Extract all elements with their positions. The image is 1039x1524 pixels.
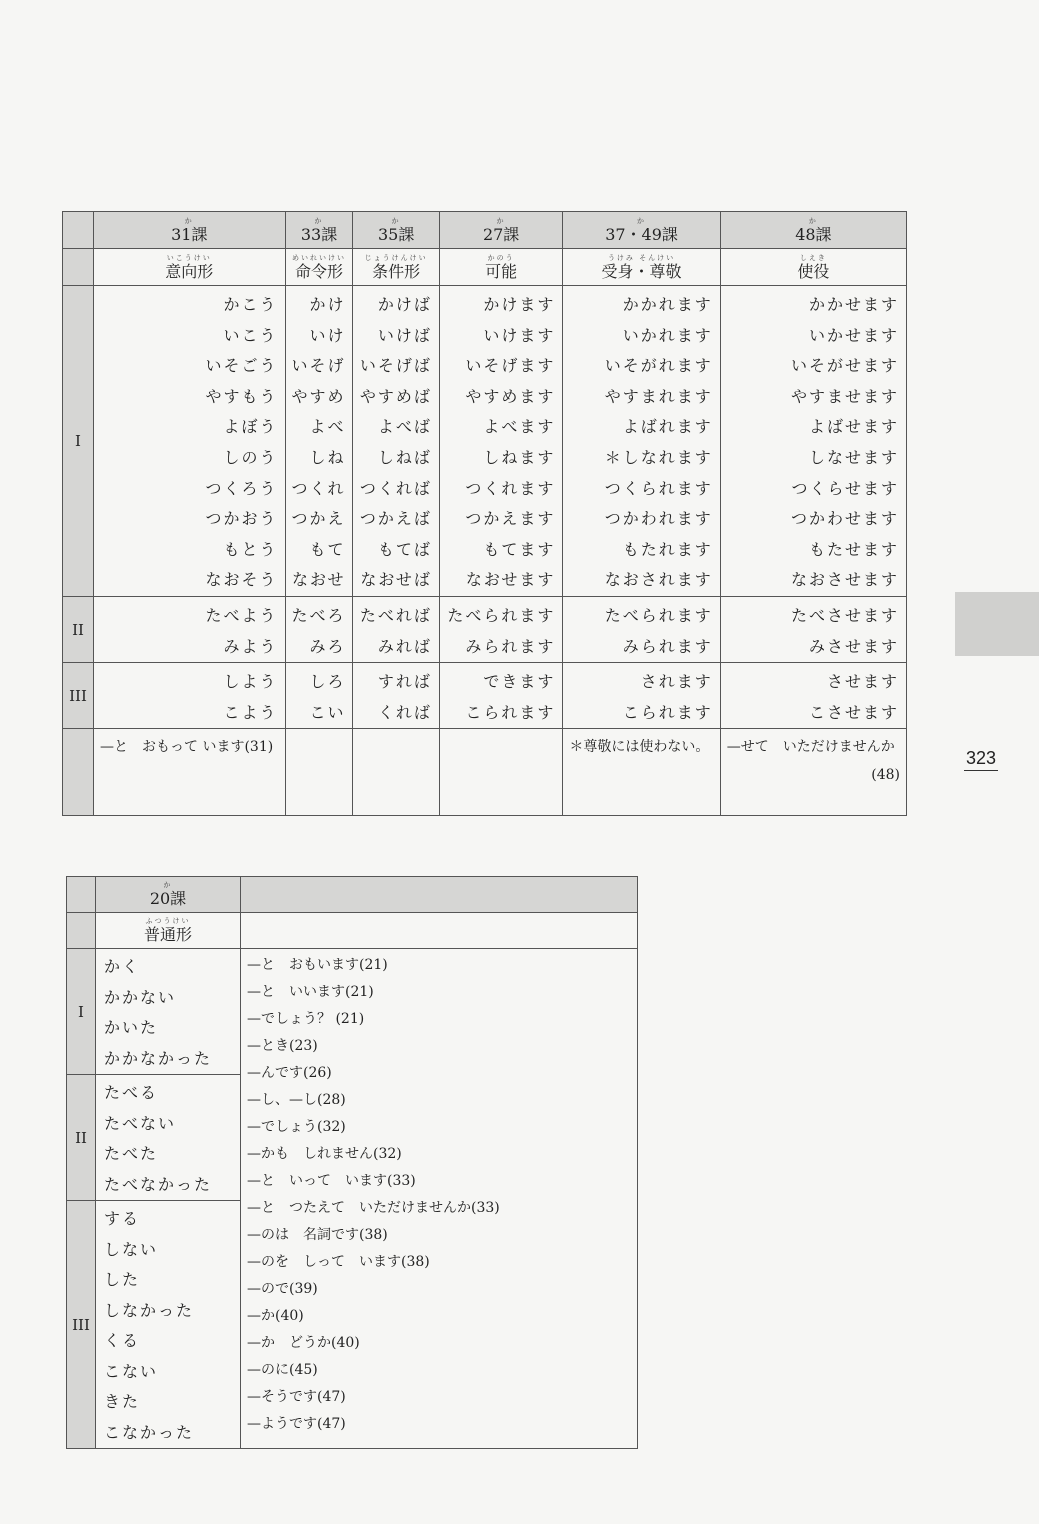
usage-item: —のは 名詞です(38) xyxy=(247,1227,388,1243)
lesson-header: か 33課 xyxy=(285,212,353,249)
empty-header xyxy=(241,877,638,913)
conjugation-cell: よばせます xyxy=(808,417,899,437)
form-name-header xyxy=(720,249,906,286)
plain-form-cell: する xyxy=(104,1209,141,1228)
conjugation-cell: みさせます xyxy=(808,636,899,656)
corner-cell xyxy=(63,212,94,249)
conjugation-cell: いけば xyxy=(377,325,432,345)
plain-form-cell: しない xyxy=(104,1239,159,1259)
conjugation-cell: こられます xyxy=(465,702,556,722)
plain-form-cell: たべる xyxy=(104,1083,159,1102)
plain-form-cell: かかない xyxy=(104,987,177,1007)
lesson-label: 35課 xyxy=(377,224,415,244)
usage-note xyxy=(439,729,562,816)
usage-list xyxy=(241,949,638,1449)
conjugation-cell: やすめば xyxy=(359,386,432,406)
conjugation-column xyxy=(563,286,720,597)
verb-group-label: II xyxy=(63,596,94,662)
conjugation-cell: つくれ xyxy=(291,478,346,498)
conjugation-cell: かこう xyxy=(223,295,278,314)
conjugation-cell: よべば xyxy=(377,417,432,437)
conjugation-cell: いそげば xyxy=(359,356,432,376)
conjugation-column xyxy=(563,663,720,729)
conjugation-cell: みろ xyxy=(309,636,346,656)
conjugation-cell: させます xyxy=(826,672,899,692)
conjugation-column xyxy=(285,286,353,597)
conjugation-cell: つくられます xyxy=(604,478,713,498)
corner-cell xyxy=(63,249,94,286)
usage-item: —と いいます(21) xyxy=(247,984,374,1000)
conjugation-cell: つくれます xyxy=(465,478,556,498)
conjugation-cell: つかえます xyxy=(465,509,556,529)
usage-item: —そうです(47) xyxy=(247,1389,346,1405)
verb-group-label: II xyxy=(67,1075,96,1201)
conjugation-cell: よべ xyxy=(309,417,346,437)
conjugation-cell: つくれば xyxy=(359,478,432,498)
form-name-header xyxy=(94,249,286,286)
conjugation-cell: いそごう xyxy=(205,356,278,376)
conjugation-cell: ＊しなれます xyxy=(604,447,713,467)
lesson-header: か 20課 xyxy=(96,877,241,913)
conjugation-cell: もとう xyxy=(223,539,278,559)
conjugation-column xyxy=(353,596,439,662)
usage-note xyxy=(285,729,353,816)
usage-note xyxy=(720,729,906,816)
conjugation-cell: なおせます xyxy=(465,570,556,590)
lesson-label: 33課 xyxy=(300,224,338,244)
chapter-thumb-tab xyxy=(955,592,1039,656)
conjugation-cell: すれば xyxy=(377,672,432,692)
form-name-header xyxy=(563,249,720,286)
corner-cell xyxy=(63,729,94,816)
usage-note xyxy=(353,729,439,816)
plain-form-cell: こない xyxy=(104,1361,159,1381)
plain-form-cell: しなかった xyxy=(104,1300,195,1320)
conjugation-cell: なおされます xyxy=(604,570,713,590)
conjugation-cell: いこう xyxy=(223,325,278,345)
conjugation-cell: なおせ xyxy=(291,570,346,590)
usage-item: —し、—し(28) xyxy=(247,1092,346,1108)
conjugation-column xyxy=(720,596,906,662)
ruby: めいれいけい xyxy=(292,253,347,262)
plain-form-list xyxy=(96,949,241,1075)
lesson-reference: (48) xyxy=(871,767,900,784)
empty-header xyxy=(241,913,638,949)
usage-item: —か どうか(40) xyxy=(247,1335,360,1351)
conjugation-cell: いけます xyxy=(483,325,556,345)
lesson-header: か 48課 xyxy=(720,212,906,249)
plain-form-cell: こなかった xyxy=(104,1422,195,1442)
plain-form-list xyxy=(96,1201,241,1449)
form-name-header xyxy=(439,249,562,286)
conjugation-cell: かけ xyxy=(309,295,346,314)
conjugation-column xyxy=(439,663,562,729)
plain-form-cell: かかなかった xyxy=(104,1048,213,1068)
usage-note-text: —せて いただけませんか xyxy=(726,739,895,756)
conjugation-cell: しろ xyxy=(309,672,346,692)
conjugation-cell: つかわれます xyxy=(604,509,713,529)
conjugation-cell: よべます xyxy=(483,417,556,437)
page-number: 323 xyxy=(964,748,998,771)
conjugation-cell: みれば xyxy=(377,636,432,656)
conjugation-cell: こい xyxy=(309,702,346,722)
usage-item: —とき(23) xyxy=(247,1038,318,1054)
conjugation-cell: しのう xyxy=(223,447,278,467)
conjugation-cell: つかえば xyxy=(359,509,432,529)
ruby: いこうけい xyxy=(166,253,212,262)
conjugation-cell: たべれば xyxy=(359,605,432,625)
conjugation-cell: なおさせます xyxy=(790,570,899,590)
usage-item: —のを しって います(38) xyxy=(247,1254,430,1270)
conjugation-cell: いそげ xyxy=(291,356,346,376)
conjugation-column xyxy=(94,286,286,597)
conjugation-cell: しね xyxy=(309,447,346,467)
conjugation-column xyxy=(720,663,906,729)
conjugation-cell: やすもう xyxy=(205,386,278,406)
form-name: 意向形 xyxy=(165,261,214,281)
lesson-header: か 31課 xyxy=(94,212,286,249)
conjugation-cell: たべろ xyxy=(291,605,346,625)
conjugation-cell: されます xyxy=(640,672,713,692)
conjugation-cell: みよう xyxy=(223,636,278,656)
conjugation-cell: たべられます xyxy=(447,605,556,625)
ruby: かのう xyxy=(487,253,515,262)
form-name: 条件形 xyxy=(372,261,421,281)
lesson-header: か 37・49課 xyxy=(563,212,720,249)
conjugation-cell: つくらせます xyxy=(791,478,899,498)
conjugation-cell: よばれます xyxy=(622,417,713,437)
plain-form-cell: たべた xyxy=(104,1144,159,1163)
lesson-label: 37・49課 xyxy=(605,224,678,244)
usage-item: —と いって います(33) xyxy=(247,1173,416,1189)
conjugation-cell: やすませます xyxy=(790,386,899,406)
conjugation-cell: つくろう xyxy=(205,478,278,498)
conjugation-cell: くれば xyxy=(377,702,432,722)
lesson-header: か 35課 xyxy=(353,212,439,249)
conjugation-column xyxy=(439,286,562,597)
conjugation-column xyxy=(439,596,562,662)
conjugation-column xyxy=(285,596,353,662)
conjugation-cell: やすまれます xyxy=(604,386,713,406)
usage-item: —のに(45) xyxy=(247,1362,318,1378)
conjugation-cell: みられます xyxy=(622,636,713,656)
conjugation-cell: やすめます xyxy=(465,386,556,406)
lesson-label: 48課 xyxy=(795,224,832,244)
usage-note-text: ＊尊敬には使わない。 xyxy=(569,739,710,756)
conjugation-cell: もてば xyxy=(377,539,432,559)
conjugation-cell: いそげます xyxy=(465,356,556,376)
conjugation-cell: いけ xyxy=(309,325,346,345)
usage-note xyxy=(94,729,286,816)
ruby: じょうけんけい xyxy=(364,253,428,262)
conjugation-cell: しねます xyxy=(483,447,556,467)
conjugation-cell: いかれます xyxy=(622,325,713,345)
ruby: うけみ そんけい xyxy=(607,253,676,262)
conjugation-cell: みられます xyxy=(465,636,556,656)
ruby: しえき xyxy=(799,253,827,262)
conjugation-cell: しよう xyxy=(223,672,278,692)
conjugation-cell: もたれます xyxy=(622,539,713,559)
plain-form-cell: きた xyxy=(104,1392,141,1411)
form-name: 可能 xyxy=(485,261,518,281)
form-name-header xyxy=(285,249,353,286)
plain-form-table xyxy=(66,876,638,1449)
lesson-header: か 27課 xyxy=(439,212,562,249)
plain-form-cell: かく xyxy=(104,957,141,976)
corner-cell xyxy=(67,877,96,913)
conjugation-cell: もて xyxy=(309,539,346,559)
conjugation-column xyxy=(94,663,286,729)
conjugation-column xyxy=(353,663,439,729)
conjugation-cell: しなせます xyxy=(808,447,899,467)
conjugation-cell: なおせば xyxy=(360,570,432,590)
conjugation-cell: たべさせます xyxy=(790,605,899,625)
verb-group-label: III xyxy=(63,663,94,729)
conjugation-column xyxy=(563,596,720,662)
form-name: 受身・尊敬 xyxy=(601,261,682,281)
plain-form-cell: たべなかった xyxy=(104,1174,213,1194)
conjugation-cell: やすめ xyxy=(291,386,346,406)
verb-group-label: III xyxy=(67,1201,96,1449)
conjugation-cell: いそがせます xyxy=(790,356,899,376)
plain-form-cell: くる xyxy=(104,1331,141,1350)
usage-item: —ようです(47) xyxy=(247,1416,346,1432)
conjugation-cell: かけます xyxy=(483,295,556,314)
form-name: 命令形 xyxy=(295,261,344,281)
conjugation-cell: いかせます xyxy=(808,325,899,345)
conjugation-cell: かかせます xyxy=(808,295,899,314)
conjugation-cell: こよう xyxy=(223,702,278,722)
plain-form-cell: たべない xyxy=(104,1113,177,1133)
plain-form-cell: した xyxy=(104,1270,141,1289)
usage-note xyxy=(563,729,720,816)
usage-note-text: —と おもって います(31) xyxy=(100,739,274,756)
plain-form-list xyxy=(96,1075,241,1201)
conjugation-cell: できます xyxy=(483,672,556,692)
lesson-label: 31課 xyxy=(171,224,208,244)
conjugation-cell: もてます xyxy=(483,539,556,559)
conjugation-cell: もたせます xyxy=(808,539,899,559)
usage-item: —でしょう？ (21) xyxy=(247,1011,365,1027)
usage-item: —と おもいます(21) xyxy=(247,957,388,973)
conjugation-cell: こさせます xyxy=(808,702,899,722)
corner-cell xyxy=(67,913,96,949)
verb-group-label: I xyxy=(67,949,96,1075)
conjugation-cell: つかえ xyxy=(291,509,346,529)
plain-form-cell: かいた xyxy=(104,1018,159,1037)
conjugation-column xyxy=(94,596,286,662)
conjugation-cell: つかおう xyxy=(205,509,278,529)
conjugation-cell: なおそう xyxy=(205,570,278,590)
conjugation-column xyxy=(720,286,906,597)
conjugation-cell: かかれます xyxy=(622,295,713,314)
verb-group-label: I xyxy=(63,286,94,597)
usage-item: —んです(26) xyxy=(247,1065,332,1081)
form-name: 使役 xyxy=(797,261,830,281)
conjugation-cell: かけば xyxy=(377,295,432,314)
verb-forms-table xyxy=(62,211,907,816)
conjugation-cell: しねば xyxy=(377,447,432,467)
usage-item: —か(40) xyxy=(247,1308,304,1324)
usage-item: —と つたえて いただけませんか(33) xyxy=(247,1200,500,1216)
conjugation-cell: いそがれます xyxy=(604,356,713,376)
conjugation-cell: つかわせます xyxy=(790,509,899,529)
form-name-header: ふつうけい 普通形 xyxy=(96,913,241,949)
form-name-header xyxy=(353,249,439,286)
lesson-label: 27課 xyxy=(482,224,520,244)
usage-item: —かも しれません(32) xyxy=(247,1146,402,1162)
conjugation-cell: たべよう xyxy=(205,605,278,625)
usage-item: —でしょう(32) xyxy=(247,1119,346,1135)
usage-item: —ので(39) xyxy=(247,1281,318,1297)
conjugation-column xyxy=(285,663,353,729)
conjugation-cell: こられます xyxy=(622,702,713,722)
conjugation-column xyxy=(353,286,439,597)
conjugation-cell: たべられます xyxy=(604,605,713,625)
conjugation-cell: よぼう xyxy=(223,417,278,437)
